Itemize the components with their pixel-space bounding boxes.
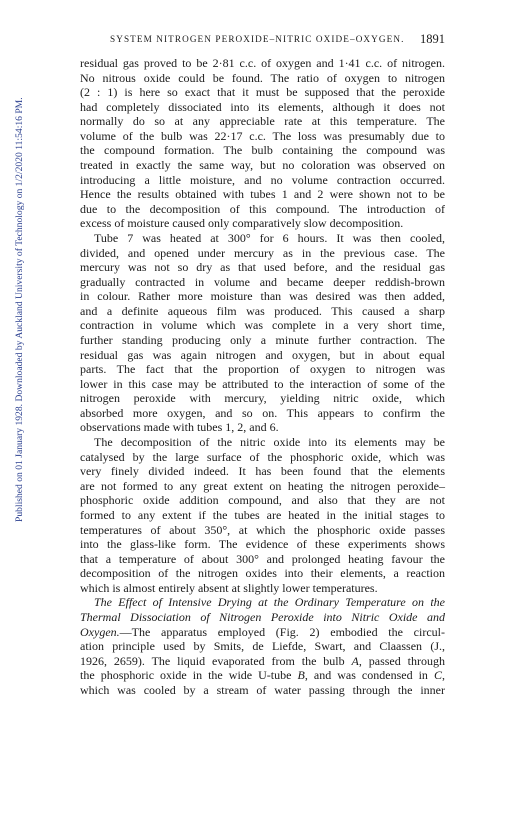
text-line: observations made with tubes 1, 2, and 6. bbox=[80, 420, 279, 435]
text-line: Tube 7 was heated at 300° for 6 hours. It was then cooled, bbox=[94, 230, 445, 245]
article-body bbox=[80, 56, 445, 697]
text-line: gradually contracted in volume and became deeper reddish-brown bbox=[80, 274, 445, 289]
page-number: 1891 bbox=[420, 32, 445, 46]
label-c: C bbox=[433, 668, 442, 683]
text-line: decomposition of the nitrogen oxides into their elements, a reaction bbox=[80, 566, 445, 581]
text-line: parts. The fact that the proportion of oxygen to nitrogen was bbox=[80, 362, 445, 377]
text-line: Hence the results obtained with tubes 1 and 2 were shown not to be bbox=[80, 187, 445, 202]
label-b: B bbox=[297, 668, 305, 683]
text-segment: —The apparatus employed (Fig. 2) embodied the circul- bbox=[119, 624, 445, 639]
text-line: The decomposition of the nitric oxide into its elements may be bbox=[94, 435, 445, 450]
text-segment: 1926, 2659). The liquid evaporated from the bulb bbox=[80, 653, 352, 668]
text-line: residual gas was again nitrogen and oxygen, but in about equal bbox=[80, 347, 445, 362]
text-line: mercury was not so dry as that used before, and the residual gas bbox=[80, 260, 445, 275]
text-line: contraction in volume which was complete in a very short time, bbox=[80, 318, 445, 333]
text-line: lower in this case may be attributed to the interaction of some of the bbox=[80, 376, 445, 391]
text-line: had completely dissociated into its elements, although it does not bbox=[80, 99, 445, 114]
text-segment: , passed through bbox=[358, 653, 445, 668]
text-line: absorbed more oxygen, and so on. This appears to confirm the bbox=[80, 405, 445, 420]
text-line: ation principle used by Smits, de Liefde, Swart, and Claassen (J., bbox=[80, 639, 445, 654]
text-segment: the phosphoric oxide in the wide U-tube bbox=[80, 668, 298, 683]
running-title: SYSTEM NITROGEN PEROXIDE–NITRIC OXIDE–OXYGEN. bbox=[110, 34, 405, 44]
text-line: catalysed by the large surface of the phosphoric oxide, which was bbox=[80, 449, 445, 464]
text-line: nitrogen peroxide with mercury, yielding nitric oxide, which bbox=[80, 391, 445, 406]
text-line: are not formed to any great extent on heating the nitrogen peroxide– bbox=[80, 478, 445, 493]
section-heading-end: Oxygen. bbox=[80, 624, 120, 639]
text-line: divided, and opened under mercury as in the previous case. The bbox=[80, 245, 445, 260]
text-line: which was cooled by a stream of water passing through the inner bbox=[80, 682, 445, 697]
text-line: that a temperature of about 300° and prolonged heating favour the bbox=[80, 551, 445, 566]
page-header bbox=[80, 32, 445, 50]
text-segment: , and was condensed in bbox=[304, 668, 434, 683]
text-line: very finely divided indeed. It has been found that the elements bbox=[80, 464, 445, 479]
text-line: due to the decomposition of this compound. The introduction of bbox=[80, 201, 445, 216]
section-heading-line: Thermal Dissociation of Nitrogen Peroxide into Nitric Oxide and bbox=[80, 609, 445, 624]
text-line: introducing a little moisture, and no volume contraction occurred. bbox=[80, 172, 445, 187]
text-line bbox=[80, 668, 445, 683]
text-line: No nitrous oxide could be found. The ratio of oxygen to nitrogen bbox=[80, 70, 445, 85]
text-segment: , bbox=[441, 668, 445, 683]
label-a: A bbox=[351, 653, 359, 668]
text-line: further standing producing only a minute further contraction. The bbox=[80, 332, 445, 347]
text-line: volume of the bulb was 22·17 c.c. The loss was presumably due to bbox=[80, 128, 445, 143]
text-line: formed to any extent if the tubes are heated in the initial stages to bbox=[80, 507, 445, 522]
text-line bbox=[80, 654, 445, 669]
text-line: which is almost entirely absent at slightly lower temperatures. bbox=[80, 580, 378, 595]
text-line: phosphoric oxide addition compound, and also that they are not bbox=[80, 493, 445, 508]
text-line: and a definite aqueous film was produced. This caused a sharp bbox=[80, 303, 445, 318]
text-line: excess of moisture caused only comparatively slow decomposition. bbox=[80, 216, 404, 231]
text-line bbox=[80, 625, 445, 640]
text-line: (2 : 1) is here so exact that it must be supposed that the peroxide bbox=[80, 85, 445, 100]
section-heading-line: The Effect of Intensive Drying at the Ordinary Temperature on the bbox=[94, 595, 445, 610]
text-line: into the glass-like form. The evidence of these experiments shows bbox=[80, 537, 445, 552]
text-line: temperatures of about 350°, at which the phosphoric oxide passes bbox=[80, 522, 445, 537]
text-line: residual gas proved to be 2·81 c.c. of oxygen and 1·41 c.c. of nitrogen. bbox=[80, 56, 445, 70]
text-line: in colour. Rather more moisture than was desired was then added, bbox=[80, 289, 445, 304]
text-line: normally do so at any appreciable rate at this temperature. The bbox=[80, 114, 445, 129]
download-notice: Published on 01 January 1928. Downloaded by Auckland University of Technology on 1/2/2020 11:54:16 PM. bbox=[14, 97, 25, 523]
text-line: treated in exactly the same way, but no coloration was observed on bbox=[80, 158, 445, 173]
text-line: the compound formation. The bulb containing the compound was bbox=[80, 143, 445, 158]
